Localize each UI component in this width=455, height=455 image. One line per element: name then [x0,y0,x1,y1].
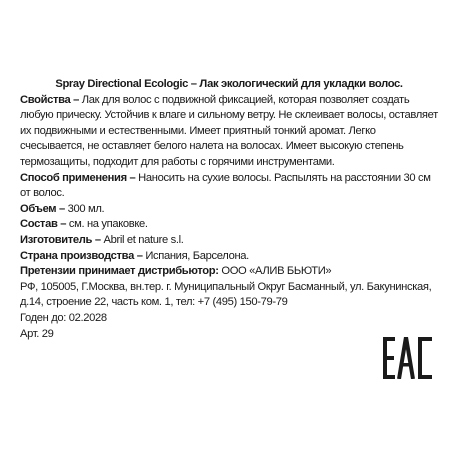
country-label: Страна производства – [20,249,143,262]
expiry-date: Годен до: 02.2028 [20,311,107,324]
composition-label: Состав – [20,218,67,231]
country-section [20,249,438,265]
volume-label: Объем – [20,202,65,215]
distributor-address: РФ, 105005, Г.Москва, вн.тер. г. Муниципальный Округ Басманный, ул. Бакунинская, д.14, строение 22, часть ком. 1, тел: +7 (495) 150-79-79 [20,280,432,309]
composition-section [20,217,438,233]
usage-text: Наносить на сухие волосы. Распылять на расстоянии 30 см от волос. [20,171,431,200]
product-label [20,77,438,342]
product-title: Spray Directional Ecologic – Лак экологический для укладки волос. [55,78,403,90]
properties-section [20,93,438,171]
manufacturer-text: Abril et nature s.l. [100,233,184,246]
claims-label: Претензии принимает дистрибьютор: [20,265,219,278]
volume-section [20,202,438,218]
composition-text: см. на упаковке. [66,218,148,231]
eac-certification-icon [383,337,433,379]
properties-text: Лак для волос с подвижной фиксацией, которая позволяет создать любую прическу. Устойчив к влаге и сильному ветру. Не склеивает волосы, оставляет их подвижными и естественными. Имеет приятный тонкий аромат. Легко счесывается, не оставляет белого налета на волосах. Имеет высокую степень термозащиты, подходит для работы с горячими инструментами. [20,93,438,168]
article-number: Арт. 29 [20,327,54,340]
claims-section [20,264,438,280]
volume-text: 300 мл. [64,202,105,215]
claims-text: ООО «АЛИВ БЬЮТИ» [218,265,332,278]
manufacturer-label: Изготовитель – [20,233,101,246]
usage-label: Способ применения – [20,171,136,184]
manufacturer-section [20,233,438,249]
properties-label: Свойства – [20,93,80,106]
usage-section [20,171,438,202]
country-text: Испания, Барселона. [142,249,249,262]
